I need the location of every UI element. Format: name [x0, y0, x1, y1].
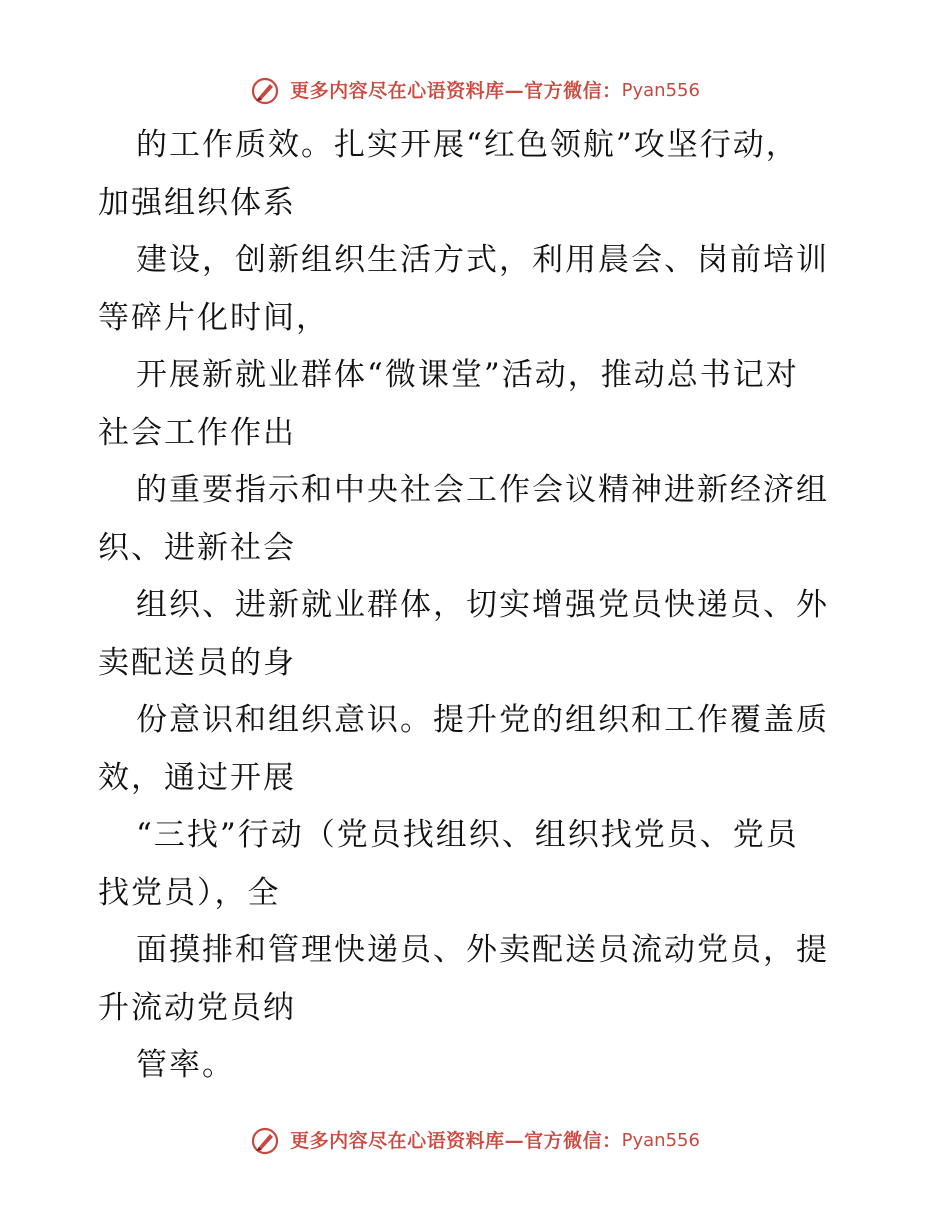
text-line: 的重要指示和中央社会工作会议精神进新经济组 — [136, 472, 829, 508]
text-line: 面摸排和管理快递员、外卖配送员流动党员，提 — [136, 932, 829, 968]
text-line: 卖配送员的身 — [98, 644, 296, 681]
pen-logo-icon — [250, 76, 280, 106]
watermark-wechat-id: Pyan556 — [621, 80, 700, 101]
text-line: 加强组织体系 — [98, 184, 296, 221]
watermark-wechat-id: Pyan556 — [621, 1130, 700, 1151]
text-line: 开展新就业群体“微课堂”活动，推动总书记对 — [136, 357, 799, 393]
footer-watermark — [0, 1125, 950, 1156]
text-line: 的工作质效。扎实开展“红色领航”攻坚行动， — [136, 127, 799, 163]
text-line: 份意识和组织意识。提升党的组织和工作覆盖质 — [136, 702, 829, 738]
text-line: 找党员），全 — [98, 874, 281, 911]
text-line: 管率。 — [136, 1047, 235, 1083]
text-line: 等碎片化时间， — [98, 299, 329, 336]
text-line: 组织、进新就业群体，切实增强党员快递员、外 — [136, 587, 829, 623]
text-line: 建设，创新组织生活方式，利用晨会、岗前培训 — [136, 242, 829, 278]
text-line: “三找”行动（党员找组织、组织找党员、党员 — [136, 817, 799, 853]
text-line: 社会工作作出 — [98, 414, 296, 451]
text-line: 织、进新社会 — [98, 529, 296, 566]
watermark-brand-text: 更多内容尽在心语资料库—官方微信： — [290, 1130, 622, 1152]
pen-logo-icon — [250, 1126, 280, 1156]
watermark-brand-text: 更多内容尽在心语资料库—官方微信： — [290, 80, 622, 102]
text-line: 升流动党员纳 — [98, 989, 296, 1026]
header-watermark — [0, 75, 950, 106]
text-line: 效，通过开展 — [98, 759, 296, 796]
document-body — [98, 117, 858, 1095]
